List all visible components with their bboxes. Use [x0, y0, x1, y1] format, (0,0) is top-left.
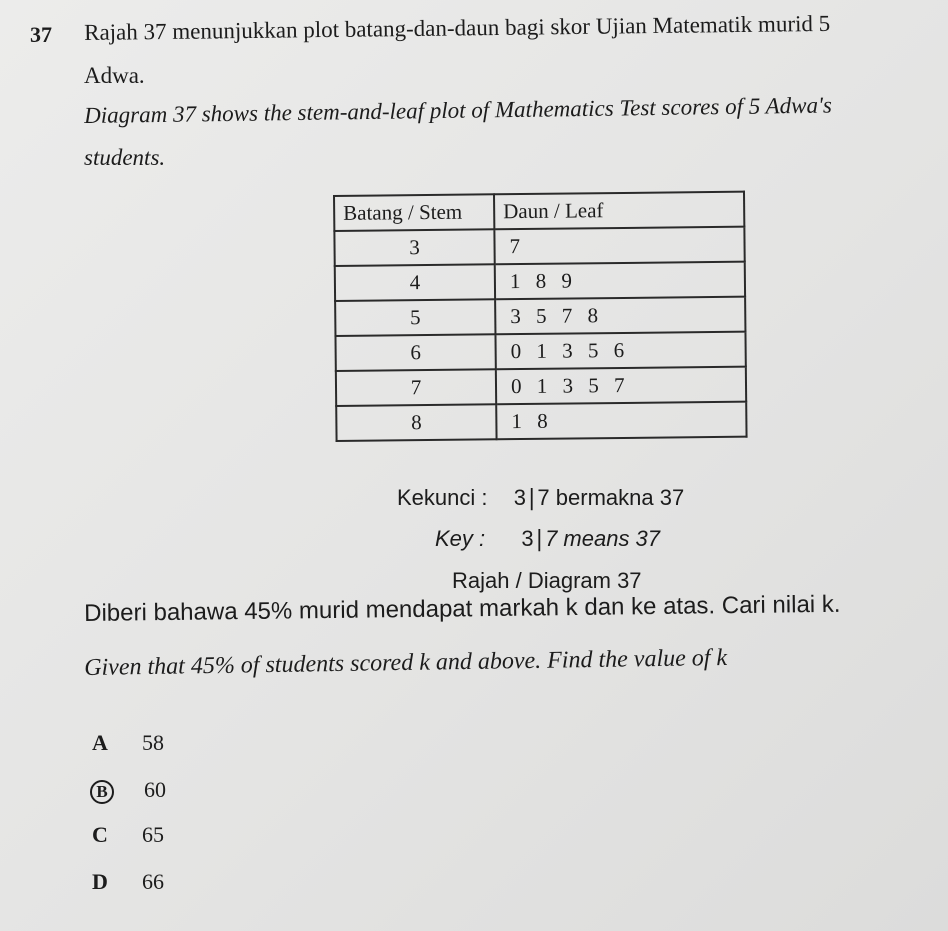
stem-header: Batang / Stem — [334, 194, 494, 231]
option-d[interactable] — [92, 869, 164, 895]
table-row — [335, 262, 745, 301]
table-row — [335, 297, 745, 336]
question-number: 37 — [30, 22, 52, 47]
option-value: 65 — [142, 822, 164, 847]
question-text-malay-line2: Adwa. — [84, 63, 145, 88]
key-english — [435, 526, 660, 552]
option-value: 66 — [142, 869, 164, 894]
key-malay-stem: 3 — [513, 485, 526, 510]
key-malay-label: Kekunci : — [397, 485, 488, 510]
option-letter-circled: B — [90, 780, 114, 804]
option-value: 58 — [142, 730, 164, 755]
stem-cell: 3 — [334, 229, 494, 266]
key-english-label: Key : — [435, 526, 486, 551]
option-letter: D — [92, 869, 108, 894]
key-malay — [397, 485, 684, 511]
table-row — [335, 332, 745, 371]
stem-cell: 4 — [335, 264, 495, 301]
option-letter: C — [92, 822, 108, 847]
key-divider: | — [528, 486, 536, 511]
option-a[interactable] — [92, 730, 164, 756]
stem-cell: 8 — [336, 404, 496, 441]
option-c[interactable] — [92, 822, 164, 848]
prompt-english: Given that 45% of students scored k and above. Find the value of k — [84, 644, 728, 681]
key-english-stem: 3 — [521, 526, 534, 551]
key-english-rest: 7 means 37 — [545, 526, 661, 551]
stem-cell: 5 — [335, 299, 495, 336]
stem-and-leaf-table — [333, 191, 748, 442]
leaf-cell: 1 8 — [496, 402, 746, 440]
leaf-cell: 3 5 7 8 — [495, 297, 745, 335]
table-row — [336, 402, 746, 441]
diagram-caption: Rajah / Diagram 37 — [452, 568, 642, 593]
leaf-cell: 1 8 9 — [495, 262, 745, 300]
prompt-malay: Diberi bahawa 45% murid mendapat markah k dan ke atas. Cari nilai k. — [84, 590, 841, 627]
question-text-english-line1: Diagram 37 shows the stem-and-leaf plot of Mathematics Test scores of 5 Adwa's — [84, 92, 833, 128]
question-text-english-line2: students. — [84, 145, 166, 170]
table-row — [336, 367, 746, 406]
key-malay-rest: 7 bermakna 37 — [537, 485, 685, 510]
stem-cell: 7 — [336, 369, 496, 406]
option-letter: A — [92, 730, 108, 755]
leaf-cell: 0 1 3 5 6 — [495, 332, 745, 370]
leaf-cell: 7 — [494, 227, 744, 265]
question-text-malay-line1: Rajah 37 menunjukkan plot batang-dan-daun bagi skor Ujian Matematik murid 5 — [84, 10, 831, 45]
leaf-cell: 0 1 3 5 7 — [496, 367, 746, 405]
table-row — [334, 227, 744, 266]
option-b[interactable] — [92, 777, 166, 804]
key-divider: | — [535, 527, 544, 552]
table-header-row — [334, 192, 744, 231]
leaf-header: Daun / Leaf — [494, 192, 744, 230]
option-value: 60 — [144, 777, 166, 802]
stem-cell: 6 — [335, 334, 495, 371]
